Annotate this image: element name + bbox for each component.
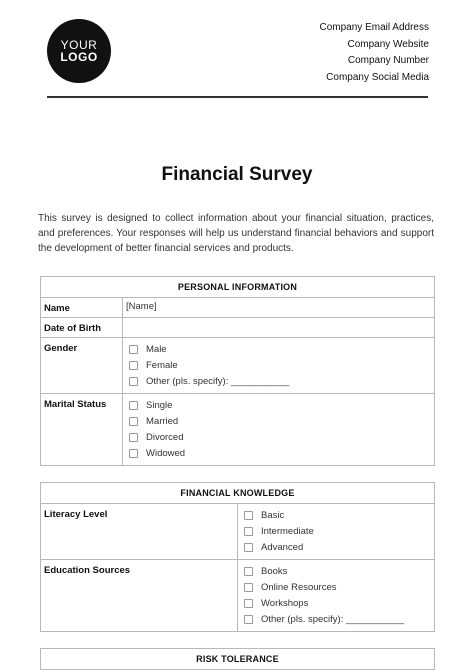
option-label: Male <box>146 343 167 355</box>
marital-status-label: Marital Status <box>41 393 123 465</box>
company-number: Company Number <box>347 55 429 66</box>
name-field[interactable]: [Name] <box>123 298 435 318</box>
financial-knowledge-table <box>40 482 435 632</box>
literacy-option-basic[interactable] <box>241 507 434 523</box>
logo-line-your: YOUR <box>60 38 98 52</box>
option-label: Online Resources <box>261 581 337 593</box>
education-sources-label: Education Sources <box>41 559 238 631</box>
checkbox-icon[interactable] <box>129 377 138 386</box>
checkbox-icon[interactable] <box>244 511 253 520</box>
financial-knowledge-header: FINANCIAL KNOWLEDGE <box>41 483 435 504</box>
risk-tolerance-table <box>40 648 435 670</box>
risk-tolerance-header: RISK TOLERANCE <box>41 649 435 670</box>
education-option-books[interactable] <box>241 563 434 579</box>
option-label: Workshops <box>261 598 309 610</box>
literacy-option-intermediate[interactable] <box>241 523 434 539</box>
checkbox-icon[interactable] <box>129 433 138 442</box>
marital-option-divorced[interactable] <box>126 429 434 445</box>
option-label: Advanced <box>261 542 304 554</box>
checkbox-icon[interactable] <box>129 417 138 426</box>
checkbox-icon[interactable] <box>244 543 253 552</box>
intro-paragraph: This survey is designed to collect information about your financial situation, practices, and preferences. Your responses will help us understand financial behaviors and support the development of better financial services and products. <box>38 213 434 254</box>
gender-label: Gender <box>41 338 123 394</box>
checkbox-icon[interactable] <box>129 345 138 354</box>
education-option-other[interactable] <box>241 612 434 628</box>
option-label: Books <box>261 565 288 577</box>
company-social-media: Company Social Media <box>326 71 429 83</box>
gender-option-female[interactable] <box>126 357 434 373</box>
option-label: Widowed <box>146 448 186 460</box>
literacy-option-advanced[interactable] <box>241 540 434 556</box>
option-label: Single <box>146 399 173 411</box>
company-logo <box>47 19 111 83</box>
checkbox-icon[interactable] <box>244 615 253 624</box>
education-sources-options <box>238 559 435 631</box>
personal-information-table <box>40 276 435 466</box>
literacy-level-options <box>238 504 435 560</box>
education-option-online-resources[interactable] <box>241 579 434 595</box>
option-label: Basic <box>261 509 285 521</box>
header-divider <box>47 96 428 98</box>
option-label: Married <box>146 415 179 427</box>
option-label: Other (pls. specify): ___________ <box>261 614 405 626</box>
gender-option-other[interactable] <box>126 374 434 390</box>
option-label: Intermediate <box>261 525 314 537</box>
company-website: Company Website <box>347 38 429 50</box>
checkbox-icon[interactable] <box>129 449 138 458</box>
company-email: Company Email Address <box>319 22 429 33</box>
checkbox-icon[interactable] <box>244 527 253 536</box>
option-label: Other (pls. specify): ___________ <box>146 376 290 388</box>
checkbox-icon[interactable] <box>244 599 253 608</box>
marital-option-married[interactable] <box>126 413 434 429</box>
marital-status-options <box>123 393 435 465</box>
option-label: Female <box>146 359 178 371</box>
company-contact-block <box>320 20 430 86</box>
education-option-workshops[interactable] <box>241 595 434 611</box>
option-label: Divorced <box>146 432 184 444</box>
logo-line-logo: LOGO <box>60 50 98 64</box>
checkbox-icon[interactable] <box>129 361 138 370</box>
gender-option-male[interactable] <box>126 341 434 357</box>
checkbox-icon[interactable] <box>129 401 138 410</box>
date-of-birth-field[interactable] <box>123 318 435 338</box>
date-of-birth-label: Date of Birth <box>41 318 123 338</box>
document-title: Financial Survey <box>161 164 313 185</box>
literacy-level-label: Literacy Level <box>41 504 238 560</box>
marital-option-single[interactable] <box>126 397 434 413</box>
gender-options <box>123 338 435 394</box>
marital-option-widowed[interactable] <box>126 446 434 462</box>
checkbox-icon[interactable] <box>244 567 253 576</box>
personal-information-header: PERSONAL INFORMATION <box>41 277 435 298</box>
name-label: Name <box>41 298 123 318</box>
checkbox-icon[interactable] <box>244 583 253 592</box>
